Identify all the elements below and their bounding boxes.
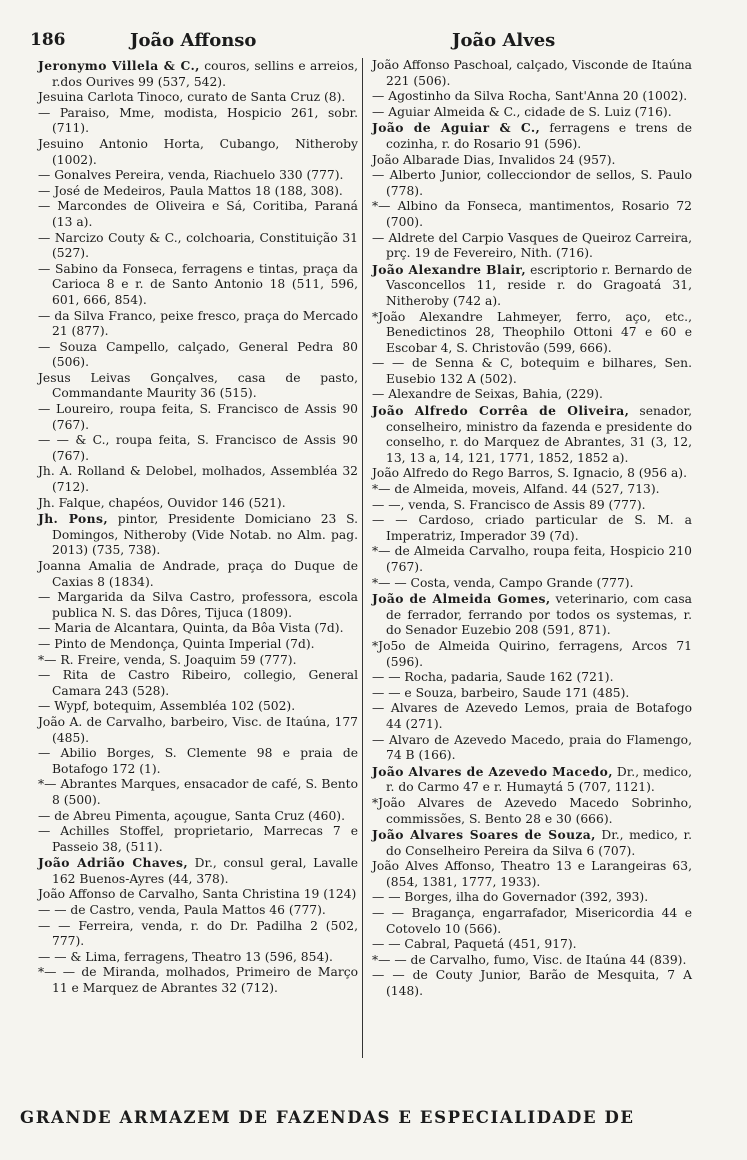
directory-entry: [372, 58, 692, 89]
entry-text: *João Alvares de Azevedo Macedo Sobrinho, commissões, S. Bento 28 e 30 (666).: [372, 795, 692, 826]
entry-text: — — e Souza, barbeiro, Saude 171 (485).: [372, 685, 630, 700]
directory-entry: [372, 544, 692, 575]
directory-entry: [38, 371, 358, 402]
entry-text: — —, venda, S. Francisco de Assis 89 (777).: [372, 497, 646, 512]
entry-text: Jesuino Antonio Horta, Cubango, Nitheroby (1002).: [38, 136, 358, 167]
directory-entry: [372, 670, 692, 686]
right-running-title: João Alves: [452, 30, 556, 51]
entry-name-bold: João Alvares de Azevedo Macedo,: [372, 763, 613, 779]
directory-entry: [38, 559, 358, 590]
footer-banner: GRANDE ARMAZEM DE FAZENDAS E ESPECIALIDADE DE: [20, 1108, 635, 1127]
directory-entry: [372, 639, 692, 670]
directory-entry: [38, 965, 358, 996]
directory-entry: [38, 340, 358, 371]
right-column: [372, 58, 692, 1000]
entry-text: — Alvaro de Azevedo Macedo, praia do Flamengo, 74 B (166).: [372, 732, 692, 763]
directory-entry: [38, 746, 358, 777]
entry-text: *— Albino da Fonseca, mantimentos, Rosario 72 (700).: [372, 199, 692, 229]
directory-entry: [38, 90, 358, 106]
entry-text: — — Bragança, engarrafador, Misericordia 44 e Cotovelo 10 (566).: [372, 906, 692, 936]
entry-text: *— Abrantes Marques, ensacador de café, S. Bento 8 (500).: [38, 777, 358, 807]
entry-text: — de Abreu Pimenta, açougue, Santa Cruz (460).: [38, 808, 346, 823]
entry-text: — — & C., roupa feita, S. Francisco de Assis 90 (767).: [38, 433, 358, 463]
directory-entry: [38, 699, 358, 715]
entry-text: *— — Costa, venda, Campo Grande (777).: [372, 575, 634, 590]
directory-entry: [372, 105, 692, 121]
directory-entry: [38, 809, 358, 825]
entry-text: João Albarade Dias, Invalidos 24 (957).: [372, 152, 616, 167]
directory-entry: [38, 950, 358, 966]
entry-text: — Agostinho da Silva Rocha, Sant'Anna 20 (1002).: [372, 89, 688, 104]
entry-text: Dr., consul geral, Lavalle 162 Buenos-Ayres (44, 378).: [52, 856, 358, 886]
entry-text: João Alves Affonso, Theatro 13 e Larangeiras 63, (854, 1381, 1777, 1933).: [372, 859, 692, 889]
entry-text: — Souza Campello, calçado, General Pedra 80 (506).: [38, 339, 358, 370]
entry-text: João Affonso Paschoal, calçado, Visconde de Itaúna 221 (506).: [372, 58, 692, 88]
entry-name-bold: João de Almeida Gomes,: [372, 591, 551, 607]
entry-text: *Jo5o de Almeida Quirino, ferragens, Arcos 71 (596).: [372, 638, 692, 669]
entry-text: — Alvares de Azevedo Lemos, praia de Botafogo 44 (271).: [372, 701, 692, 731]
directory-entry: [372, 356, 692, 387]
entry-name-bold: João de Aguiar & C.,: [372, 120, 541, 136]
page-number: 186: [30, 30, 66, 50]
entry-text: — da Silva Franco, peixe fresco, praça do Mercado 21 (877).: [38, 308, 358, 339]
entry-text: Joanna Amalia de Andrade, praça do Duque de Caxias 8 (1834).: [38, 559, 358, 589]
directory-entry: [372, 199, 692, 230]
entry-text: *João Alexandre Lahmeyer, ferro, aço, etc., Benedictinos 28, Theophilo Ottoni 47 e 60 e Escobar 4, S. Christovão (599, 666).: [372, 309, 692, 355]
directory-entry: [372, 513, 692, 544]
entry-text: Jh. Falque, chapéos, Ouvidor 146 (521).: [38, 495, 286, 510]
entry-text: João Alfredo do Rego Barros, S. Ignacio, 8 (956 a).: [372, 466, 688, 481]
entry-text: Jesus Leivas Gonçalves, casa de pasto, Commandante Maurity 36 (515).: [38, 370, 358, 401]
directory-entry: [372, 937, 692, 953]
entry-text: — Paraiso, Mme, modista, Hospicio 261, sobr. (711).: [38, 105, 358, 136]
entry-text: — — Rocha, padaria, Saude 162 (721).: [372, 670, 614, 685]
directory-entry: [372, 403, 692, 466]
directory-entry: [372, 168, 692, 199]
entry-text: veterinario, com casa de ferrador, ferrando por todos os systemas, r. do Senador Euzebio 208 (591, 871).: [386, 592, 692, 638]
directory-entry: [38, 58, 358, 90]
entry-text: — — Cardoso, criado particular de S. M. a Imperatriz, Imperador 39 (7d).: [372, 513, 692, 543]
directory-entry: [38, 637, 358, 653]
entry-text: Dr., medico, r. do Carmo 47 e r. Humaytá 5 (707, 1121).: [386, 764, 692, 795]
directory-entry: [372, 686, 692, 702]
directory-entry: [38, 855, 358, 887]
entry-text: Jh. A. Rolland & Delobel, molhados, Assembléa 32 (712).: [38, 464, 358, 495]
directory-entry: [38, 433, 358, 464]
directory-entry: [38, 168, 358, 184]
entry-text: *— — de Miranda, molhados, Primeiro de Março 11 e Marquez de Abrantes 32 (712).: [38, 965, 358, 996]
left-column: [38, 58, 358, 997]
directory-entry: [372, 576, 692, 592]
entry-text: *— R. Freire, venda, S. Joaquim 59 (777).: [38, 652, 297, 667]
directory-entry: [372, 764, 692, 796]
entry-text: escriptorio r. Bernardo de Vasconcellos 11, reside r. do Gragoatá 31, Nitheroby (742 a).: [386, 262, 692, 308]
directory-entry: [372, 733, 692, 764]
column-divider: [362, 58, 363, 1058]
directory-entry: [38, 777, 358, 808]
directory-entry: [38, 464, 358, 495]
directory-entry: [372, 498, 692, 514]
directory-entry: [38, 824, 358, 855]
directory-entry: [372, 953, 692, 969]
entry-name-bold: João Alfredo Corrêa de Oliveira,: [372, 403, 630, 419]
directory-entry: [38, 668, 358, 699]
entry-text: — Narcizo Couty & C., colchoaria, Constituição 31 (527).: [38, 230, 358, 261]
directory-entry: [38, 402, 358, 433]
directory-entry: [372, 591, 692, 639]
directory-entry: [38, 919, 358, 950]
directory-entry: [38, 653, 358, 669]
directory-entry: [372, 968, 692, 999]
directory-entry: [372, 153, 692, 169]
entry-text: — Aguiar Almeida & C., cidade de S. Luiz (716).: [372, 104, 672, 119]
directory-entry: [372, 120, 692, 152]
entry-text: Dr., medico, r. do Conselheiro Pereira da Silva 6 (707).: [386, 828, 692, 858]
entry-text: pintor, Presidente Domiciano 23 S. Domingos, Nitheroby (Vide Notab. no Alm. pag. 2013) (735, 738).: [52, 512, 358, 558]
entry-text: — Abilio Borges, S. Clemente 98 e praia de Botafogo 172 (1).: [38, 746, 358, 776]
entry-name-bold: João Adrião Chaves,: [38, 855, 189, 871]
entry-text: João Affonso de Carvalho, Santa Christina 19 (124): [38, 887, 357, 902]
directory-entry: [372, 890, 692, 906]
entry-text: couros, sellins e arreios, r.dos Ourives 99 (537, 542).: [52, 59, 358, 89]
entry-text: — Aldrete del Carpio Vasques de Queiroz Carreira, prç. 19 de Fevereiro, Nith. (716).: [372, 230, 692, 261]
directory-entry: [372, 701, 692, 732]
entry-text: — Maria de Alcantara, Quinta, da Bôa Vista (7d).: [38, 621, 344, 636]
directory-entry: [38, 511, 358, 559]
entry-text: senador, conselheiro, ministro da fazenda e presidente do conselho, r. do Marquez de Abrantes, 31 (3, 12, 13, 13 a, 14, 121, 1771, 1852, 1852 a).: [386, 404, 692, 465]
directory-entry: [372, 89, 692, 105]
directory-entry: [372, 231, 692, 262]
entry-text: — Achilles Stoffel, proprietario, Marrecas 7 e Passeio 38, (511).: [38, 824, 358, 854]
directory-entry: [372, 262, 692, 310]
directory-entry: [372, 482, 692, 498]
entry-text: *— de Almeida, moveis, Alfand. 44 (527, 713).: [372, 482, 660, 497]
left-running-title: João Affonso: [130, 30, 257, 51]
directory-entry: [38, 106, 358, 137]
page-header: [0, 30, 747, 54]
entry-name-bold: Jeronymo Villela & C.,: [38, 58, 200, 73]
entry-text: *— de Almeida Carvalho, roupa feita, Hospicio 210 (767).: [372, 544, 692, 574]
directory-entry: [38, 887, 358, 903]
entry-text: — — Borges, ilha do Governador (392, 393).: [372, 890, 649, 905]
entry-text: — Wypf, botequim, Assembléa 102 (502).: [38, 699, 296, 714]
entry-text: — Marcondes de Oliveira e Sá, Coritiba, Paraná (13 a).: [38, 199, 358, 229]
directory-entry: [38, 903, 358, 919]
directory-entry: [372, 466, 692, 482]
directory-entry: [372, 906, 692, 937]
entry-text: — — Cabral, Paquetá (451, 917).: [372, 937, 577, 952]
entry-text: — Alexandre de Seixas, Bahia, (229).: [372, 387, 603, 402]
entry-text: — — Ferreira, venda, r. do Dr. Padilha 2 (502, 777).: [38, 918, 358, 949]
directory-entry: [372, 796, 692, 827]
entry-text: — Rita de Castro Ribeiro, collegio, General Camara 243 (528).: [38, 668, 358, 698]
entry-text: — — de Senna & C, botequim e bilhares, Sen. Eusebio 132 A (502).: [372, 356, 692, 386]
entry-text: João A. de Carvalho, barbeiro, Visc. de Itaúna, 177 (485).: [38, 714, 358, 745]
directory-entry: [38, 231, 358, 262]
entry-text: — Pinto de Mendonça, Quinta Imperial (7d).: [38, 636, 315, 651]
entry-text: *— — de Carvalho, fumo, Visc. de Itaúna 44 (839).: [372, 952, 687, 967]
entry-text: — Loureiro, roupa feita, S. Francisco de Assis 90 (767).: [38, 402, 358, 432]
directory-entry: [38, 621, 358, 637]
entry-text: Jesuina Carlota Tinoco, curato de Santa Cruz (8).: [38, 90, 346, 105]
entry-text: — — de Castro, venda, Paula Mattos 46 (777).: [38, 903, 326, 918]
entry-text: — Gonalves Pereira, venda, Riachuelo 330 (777).: [38, 168, 344, 183]
directory-entry: [372, 827, 692, 859]
directory-entry: [38, 715, 358, 746]
entry-text: — José de Medeiros, Paula Mattos 18 (188, 308).: [38, 183, 343, 198]
directory-entry: [38, 199, 358, 230]
directory-entry: [372, 310, 692, 357]
entry-name-bold: João Alvares Soares de Souza,: [372, 827, 596, 843]
entry-text: — Sabino da Fonseca, ferragens e tintas, praça da Carioca 8 e r. de Santo Antonio 18 (511, 596, 601, 666, 854).: [38, 261, 358, 307]
directory-entry: [38, 309, 358, 340]
entry-name-bold: João Alexandre Blair,: [372, 261, 527, 277]
entry-text: ferragens e trens de cozinha, r. do Rosario 91 (596).: [386, 121, 693, 151]
entry-text: — — de Couty Junior, Barão de Mesquita, 7 A (148).: [372, 968, 692, 999]
directory-entry: [38, 590, 358, 621]
directory-entry: [372, 859, 692, 890]
directory-entry: [38, 262, 358, 309]
directory-entry: [38, 184, 358, 200]
entry-text: — Alberto Junior, collecciondor de sellos, S. Paulo (778).: [372, 168, 692, 198]
entry-name-bold: Jh. Pons,: [38, 511, 109, 527]
entry-text: — — & Lima, ferragens, Theatro 13 (596, 854).: [38, 949, 333, 964]
directory-entry: [38, 137, 358, 168]
entry-text: — Margarida da Silva Castro, professora, escola publica N. S. das Dôres, Tijuca (1809).: [38, 590, 358, 620]
directory-entry: [372, 387, 692, 403]
directory-entry: [38, 496, 358, 512]
